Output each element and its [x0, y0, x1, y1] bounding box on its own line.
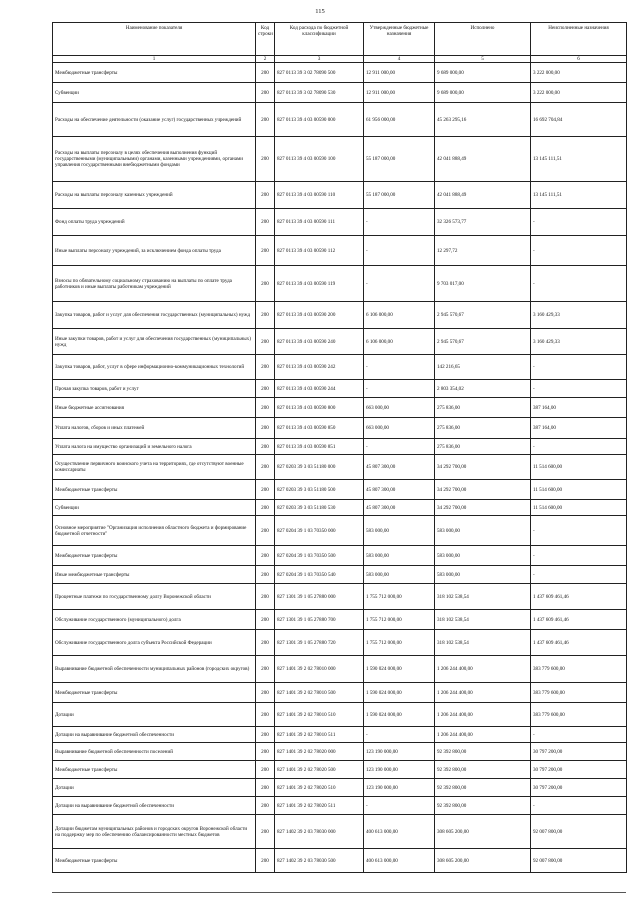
table-row — [53, 302, 627, 329]
indicator-name-cell: Межбюджетные трансферты — [53, 683, 256, 703]
executed-amount-cell: 92 392 800,00 — [435, 761, 531, 779]
column-number: 1 — [53, 56, 256, 63]
unexecuted-amount-cell: 3 160 429,33 — [531, 302, 627, 329]
executed-amount-cell: 12 297,72 — [435, 236, 531, 266]
budget-code-cell: 827 0113 39 4 03 00590 100 — [275, 137, 364, 182]
line-code-cell: 200 — [256, 797, 275, 815]
approved-amount-cell: 61 956 000,00 — [364, 103, 435, 137]
page-number: 115 — [315, 8, 325, 15]
unexecuted-amount-cell: 3 160 429,33 — [531, 329, 627, 355]
indicator-name-cell: Иные выплаты персоналу учреждений, за исключением фонда оплаты труда — [53, 236, 256, 266]
approved-amount-cell: 1 755 712 000,00 — [364, 610, 435, 630]
budget-code-cell: 827 0204 39 1 03 70350 540 — [275, 566, 364, 584]
indicator-name-cell: Дотации на выравнивание бюджетной обеспеченности — [53, 797, 256, 815]
executed-amount-cell: 583 000,00 — [435, 516, 531, 546]
unexecuted-amount-cell: 30 797 200,00 — [531, 743, 627, 761]
approved-amount-cell: - — [364, 727, 435, 743]
executed-amount-cell: 42 041 888,49 — [435, 182, 531, 209]
line-code-cell: 200 — [256, 566, 275, 584]
budget-code-cell: 827 0113 39 4 03 00590 200 — [275, 302, 364, 329]
table-row — [53, 83, 627, 103]
table-row — [53, 380, 627, 398]
unexecuted-amount-cell: 30 797 200,00 — [531, 761, 627, 779]
table-row — [53, 584, 627, 610]
budget-code-cell: 827 1301 39 1 05 27880 000 — [275, 584, 364, 610]
unexecuted-amount-cell: - — [531, 380, 627, 398]
table-row — [53, 266, 627, 302]
table-row — [53, 683, 627, 703]
table-row — [53, 480, 627, 500]
unexecuted-amount-cell: 383 779 600,00 — [531, 703, 627, 727]
indicator-name-cell: Межбюджетные трансферты — [53, 849, 256, 873]
column-number-row — [53, 56, 627, 63]
table-row — [53, 398, 627, 418]
line-code-cell: 200 — [256, 656, 275, 683]
budget-code-cell: 827 0113 39 4 03 00590 112 — [275, 236, 364, 266]
line-code-cell: 200 — [256, 455, 275, 480]
table-row — [53, 610, 627, 630]
line-code-cell: 200 — [256, 743, 275, 761]
header-line-code: Код строки — [256, 23, 275, 56]
approved-amount-cell: 663 000,00 — [364, 418, 435, 439]
executed-amount-cell: 275 836,00 — [435, 398, 531, 418]
unexecuted-amount-cell: 387 164,00 — [531, 418, 627, 439]
table-body — [53, 63, 627, 873]
executed-amount-cell: 2 803 354,02 — [435, 380, 531, 398]
table-header-row — [53, 23, 627, 56]
budget-code-cell: 827 0113 39 4 03 00590 851 — [275, 439, 364, 455]
unexecuted-amount-cell: - — [531, 516, 627, 546]
indicator-name-cell: Прочая закупка товаров, работ и услуг — [53, 380, 256, 398]
indicator-name-cell: Основное мероприятие "Организация исполнения областного бюджета и формирование бюджетной отчетности" — [53, 516, 256, 546]
approved-amount-cell: 6 106 000,00 — [364, 302, 435, 329]
table-row — [53, 182, 627, 209]
line-code-cell: 200 — [256, 266, 275, 302]
line-code-cell: 200 — [256, 209, 275, 236]
unexecuted-amount-cell: 30 797 200,00 — [531, 779, 627, 797]
approved-amount-cell: - — [364, 236, 435, 266]
budget-code-cell: 827 1402 39 2 03 78030 000 — [275, 815, 364, 849]
indicator-name-cell: Закупка товаров, работ и услуг для обеспечения государственных (муниципальных) нужд — [53, 302, 256, 329]
budget-code-cell: 827 0113 39 4 03 00590 110 — [275, 182, 364, 209]
indicator-name-cell: Субвенции — [53, 500, 256, 516]
column-number: 2 — [256, 56, 275, 63]
approved-amount-cell: 123 190 000,00 — [364, 743, 435, 761]
table-row — [53, 137, 627, 182]
line-code-cell: 200 — [256, 727, 275, 743]
approved-amount-cell: - — [364, 209, 435, 236]
header-unexecuted: Неисполненные назначения — [531, 23, 627, 56]
executed-amount-cell: 9 703 017,00 — [435, 266, 531, 302]
budget-code-cell: 827 0203 39 3 03 51180 530 — [275, 500, 364, 516]
unexecuted-amount-cell: 3 222 000,00 — [531, 83, 627, 103]
approved-amount-cell: 583 000,00 — [364, 546, 435, 566]
line-code-cell: 200 — [256, 761, 275, 779]
indicator-name-cell: Фонд оплаты труда учреждений — [53, 209, 256, 236]
approved-amount-cell: 1 755 712 000,00 — [364, 630, 435, 656]
approved-amount-cell: 123 190 000,00 — [364, 779, 435, 797]
table-row — [53, 761, 627, 779]
unexecuted-amount-cell: 387 164,00 — [531, 398, 627, 418]
table-row — [53, 103, 627, 137]
unexecuted-amount-cell: - — [531, 439, 627, 455]
executed-amount-cell: 32 326 573,77 — [435, 209, 531, 236]
executed-amount-cell: 45 263 295,16 — [435, 103, 531, 137]
unexecuted-amount-cell: 11 514 600,00 — [531, 500, 627, 516]
table-row — [53, 355, 627, 380]
budget-code-cell: 827 1401 39 2 02 78020 000 — [275, 743, 364, 761]
executed-amount-cell: 318 102 538,54 — [435, 630, 531, 656]
executed-amount-cell: 34 292 700,00 — [435, 480, 531, 500]
unexecuted-amount-cell: - — [531, 209, 627, 236]
unexecuted-amount-cell: 16 692 704,84 — [531, 103, 627, 137]
line-code-cell: 200 — [256, 500, 275, 516]
unexecuted-amount-cell: - — [531, 727, 627, 743]
approved-amount-cell: 1 590 024 000,00 — [364, 656, 435, 683]
budget-code-cell: 827 1301 39 1 05 27880 720 — [275, 630, 364, 656]
line-code-cell: 200 — [256, 380, 275, 398]
executed-amount-cell: 318 102 538,54 — [435, 584, 531, 610]
line-code-cell: 200 — [256, 849, 275, 873]
executed-amount-cell: 9 689 000,00 — [435, 63, 531, 83]
approved-amount-cell: 583 000,00 — [364, 566, 435, 584]
unexecuted-amount-cell: 11 514 600,00 — [531, 480, 627, 500]
indicator-name-cell: Межбюджетные трансферты — [53, 63, 256, 83]
budget-code-cell: 827 1401 39 2 02 78010 000 — [275, 656, 364, 683]
unexecuted-amount-cell: 92 007 800,00 — [531, 815, 627, 849]
indicator-name-cell: Выравнивание бюджетной обеспеченности муниципальных районов (городских округов) — [53, 656, 256, 683]
line-code-cell: 200 — [256, 516, 275, 546]
line-code-cell: 200 — [256, 703, 275, 727]
approved-amount-cell: 1 590 024 000,00 — [364, 703, 435, 727]
approved-amount-cell: - — [364, 380, 435, 398]
unexecuted-amount-cell: - — [531, 236, 627, 266]
line-code-cell: 200 — [256, 236, 275, 266]
unexecuted-amount-cell: - — [531, 546, 627, 566]
executed-amount-cell: 2 945 570,67 — [435, 329, 531, 355]
indicator-name-cell: Иные бюджетные ассигнования — [53, 398, 256, 418]
header-budget-code: Код расхода по бюджетной классификации — [275, 23, 364, 56]
line-code-cell: 200 — [256, 584, 275, 610]
table-row — [53, 455, 627, 480]
indicator-name-cell: Дотации — [53, 703, 256, 727]
approved-amount-cell: 6 106 000,00 — [364, 329, 435, 355]
line-code-cell: 200 — [256, 418, 275, 439]
table-row — [53, 236, 627, 266]
line-code-cell: 200 — [256, 779, 275, 797]
executed-amount-cell: 275 836,00 — [435, 418, 531, 439]
approved-amount-cell: - — [364, 355, 435, 380]
indicator-name-cell: Выравнивание бюджетной обеспеченности поселений — [53, 743, 256, 761]
approved-amount-cell: 45 807 300,00 — [364, 480, 435, 500]
indicator-name-cell: Субвенции — [53, 83, 256, 103]
approved-amount-cell: 1 755 712 000,00 — [364, 584, 435, 610]
approved-amount-cell: 55 187 000,00 — [364, 137, 435, 182]
unexecuted-amount-cell: 1 437 609 461,46 — [531, 610, 627, 630]
approved-amount-cell: 12 911 000,00 — [364, 83, 435, 103]
budget-code-cell: 827 0113 39 4 03 00590 111 — [275, 209, 364, 236]
budget-code-cell: 827 0113 39 4 03 00590 000 — [275, 103, 364, 137]
indicator-name-cell: Взносы по обязательному социальному страхованию на выплаты по оплате труда работников и иные выплаты работникам учреждений — [53, 266, 256, 302]
table-row — [53, 439, 627, 455]
indicator-name-cell: Дотации бюджетам муниципальных районов и городских округов Воронежской области на поддержку мер по обеспечению сбалансированности местных бюджетов — [53, 815, 256, 849]
unexecuted-amount-cell: - — [531, 266, 627, 302]
executed-amount-cell: 583 000,00 — [435, 566, 531, 584]
approved-amount-cell: - — [364, 797, 435, 815]
indicator-name-cell: Уплата налогов, сборов и иных платежей — [53, 418, 256, 439]
budget-code-cell: 827 1301 39 1 05 27880 700 — [275, 610, 364, 630]
executed-amount-cell: 308 605 200,00 — [435, 849, 531, 873]
budget-code-cell: 827 0113 39 4 03 00590 242 — [275, 355, 364, 380]
line-code-cell: 200 — [256, 137, 275, 182]
unexecuted-amount-cell: 1 437 609 461,46 — [531, 630, 627, 656]
budget-code-cell: 827 1401 39 2 02 78010 510 — [275, 703, 364, 727]
column-number: 6 — [531, 56, 627, 63]
budget-code-cell: 827 0113 39 4 03 00590 119 — [275, 266, 364, 302]
executed-amount-cell: 583 000,00 — [435, 546, 531, 566]
approved-amount-cell: 400 613 000,00 — [364, 815, 435, 849]
table-row — [53, 630, 627, 656]
approved-amount-cell: 663 000,00 — [364, 398, 435, 418]
unexecuted-amount-cell: 92 007 800,00 — [531, 849, 627, 873]
executed-amount-cell: 92 392 800,00 — [435, 779, 531, 797]
header-name: Наименование показателя — [53, 23, 256, 56]
indicator-name-cell: Межбюджетные трансферты — [53, 480, 256, 500]
indicator-name-cell: Дотации — [53, 779, 256, 797]
executed-amount-cell: 1 206 244 400,00 — [435, 683, 531, 703]
table-row — [53, 63, 627, 83]
budget-code-cell: 827 0113 39 4 03 00590 800 — [275, 398, 364, 418]
budget-code-cell: 827 0203 39 3 03 51180 500 — [275, 480, 364, 500]
table-row — [53, 703, 627, 727]
budget-code-cell: 827 0204 39 1 03 70350 500 — [275, 546, 364, 566]
line-code-cell: 200 — [256, 182, 275, 209]
executed-amount-cell: 9 689 000,00 — [435, 83, 531, 103]
indicator-name-cell: Дотации на выравнивание бюджетной обеспеченности — [53, 727, 256, 743]
budget-code-cell: 827 1402 39 2 03 78030 500 — [275, 849, 364, 873]
approved-amount-cell: 45 807 300,00 — [364, 455, 435, 480]
executed-amount-cell: 275 836,00 — [435, 439, 531, 455]
indicator-name-cell: Уплата налога на имущество организаций и земельного налога — [53, 439, 256, 455]
table-row — [53, 566, 627, 584]
budget-code-cell: 827 0113 39 4 03 00590 850 — [275, 418, 364, 439]
line-code-cell: 200 — [256, 683, 275, 703]
indicator-name-cell: Расходы на обеспечение деятельности (оказание услуг) государственных учреждений — [53, 103, 256, 137]
executed-amount-cell: 92 392 800,00 — [435, 743, 531, 761]
executed-amount-cell: 318 102 538,54 — [435, 610, 531, 630]
approved-amount-cell: 583 000,00 — [364, 516, 435, 546]
table-row — [53, 656, 627, 683]
line-code-cell: 200 — [256, 815, 275, 849]
executed-amount-cell: 1 206 244 400,00 — [435, 703, 531, 727]
column-number: 5 — [435, 56, 531, 63]
budget-code-cell: 827 0113 39 3 02 78090 530 — [275, 83, 364, 103]
line-code-cell: 200 — [256, 83, 275, 103]
line-code-cell: 200 — [256, 355, 275, 380]
table-row — [53, 500, 627, 516]
line-code-cell: 200 — [256, 630, 275, 656]
table-row — [53, 727, 627, 743]
unexecuted-amount-cell: 1 437 609 461,46 — [531, 584, 627, 610]
budget-code-cell: 827 1401 39 2 02 78010 511 — [275, 727, 364, 743]
approved-amount-cell: - — [364, 439, 435, 455]
indicator-name-cell: Осуществление первичного воинского учета на территориях, где отсутствуют военные комиссариаты — [53, 455, 256, 480]
budget-code-cell: 827 0113 39 4 03 00590 244 — [275, 380, 364, 398]
indicator-name-cell: Обслуживание государственного (муниципального) долга — [53, 610, 256, 630]
header-approved: Утвержденные бюджетные назначения — [364, 23, 435, 56]
table-row — [53, 546, 627, 566]
line-code-cell: 200 — [256, 103, 275, 137]
indicator-name-cell: Иные закупки товаров, работ и услуг для обеспечения государственных (муниципальных) нужд — [53, 329, 256, 355]
indicator-name-cell: Межбюджетные трансферты — [53, 761, 256, 779]
header-executed: Исполнено — [435, 23, 531, 56]
executed-amount-cell: 34 292 700,00 — [435, 455, 531, 480]
indicator-name-cell: Закупка товаров, работ, услуг в сфере информационно-коммуникационных технологий — [53, 355, 256, 380]
table-row — [53, 797, 627, 815]
indicator-name-cell: Расходы на выплаты персоналу казенных учреждений — [53, 182, 256, 209]
unexecuted-amount-cell: 383 779 600,00 — [531, 683, 627, 703]
unexecuted-amount-cell: 383 779 600,00 — [531, 656, 627, 683]
executed-amount-cell: 1 206 244 400,00 — [435, 727, 531, 743]
indicator-name-cell: Межбюджетные трансферты — [53, 546, 256, 566]
unexecuted-amount-cell: 3 222 000,00 — [531, 63, 627, 83]
indicator-name-cell: Расходы на выплаты персоналу в целях обеспечения выполнения функций государственными (муниципальными) органами, казенными учреждениями, органами управления государственными внебюджетными фондами — [53, 137, 256, 182]
unexecuted-amount-cell: 13 145 111,51 — [531, 137, 627, 182]
approved-amount-cell: 123 190 000,00 — [364, 761, 435, 779]
budget-code-cell: 827 0204 39 1 03 70350 000 — [275, 516, 364, 546]
indicator-name-cell: Иные межбюджетные трансферты — [53, 566, 256, 584]
unexecuted-amount-cell: 13 145 111,51 — [531, 182, 627, 209]
executed-amount-cell: 42 041 888,49 — [435, 137, 531, 182]
table-row — [53, 418, 627, 439]
executed-amount-cell: 1 206 244 400,00 — [435, 656, 531, 683]
line-code-cell: 200 — [256, 329, 275, 355]
budget-code-cell: 827 1401 39 2 02 78020 500 — [275, 761, 364, 779]
line-code-cell: 200 — [256, 302, 275, 329]
budget-code-cell: 827 0203 39 3 03 51180 000 — [275, 455, 364, 480]
indicator-name-cell: Обслуживание государственного долга субъекта Российской Федерации — [53, 630, 256, 656]
unexecuted-amount-cell: - — [531, 797, 627, 815]
indicator-name-cell: Процентные платежи по государственному долгу Воронежской области — [53, 584, 256, 610]
line-code-cell: 200 — [256, 439, 275, 455]
executed-amount-cell: 142 216,65 — [435, 355, 531, 380]
table-row — [53, 516, 627, 546]
line-code-cell: 200 — [256, 480, 275, 500]
table-row — [53, 815, 627, 849]
column-number: 4 — [364, 56, 435, 63]
budget-code-cell: 827 1401 39 2 02 78020 511 — [275, 797, 364, 815]
budget-code-cell: 827 0113 39 4 03 00590 240 — [275, 329, 364, 355]
unexecuted-amount-cell: 11 514 600,00 — [531, 455, 627, 480]
approved-amount-cell: 1 590 024 000,00 — [364, 683, 435, 703]
approved-amount-cell: 12 911 000,00 — [364, 63, 435, 83]
table-row — [53, 329, 627, 355]
budget-execution-table — [52, 22, 627, 873]
line-code-cell: 200 — [256, 63, 275, 83]
budget-code-cell: 827 1401 39 2 02 78020 510 — [275, 779, 364, 797]
budget-code-cell: 827 0113 39 3 02 78090 500 — [275, 63, 364, 83]
line-code-cell: 200 — [256, 546, 275, 566]
approved-amount-cell: 400 613 000,00 — [364, 849, 435, 873]
approved-amount-cell: 55 187 000,00 — [364, 182, 435, 209]
unexecuted-amount-cell: - — [531, 355, 627, 380]
budget-code-cell: 827 1401 39 2 02 78010 500 — [275, 683, 364, 703]
executed-amount-cell: 34 292 700,00 — [435, 500, 531, 516]
table-row — [53, 779, 627, 797]
executed-amount-cell: 2 945 570,67 — [435, 302, 531, 329]
column-number: 3 — [275, 56, 364, 63]
approved-amount-cell: 45 807 300,00 — [364, 500, 435, 516]
table-row — [53, 209, 627, 236]
approved-amount-cell: - — [364, 266, 435, 302]
line-code-cell: 200 — [256, 398, 275, 418]
executed-amount-cell: 92 392 800,00 — [435, 797, 531, 815]
bottom-rule — [52, 892, 626, 893]
table-row — [53, 743, 627, 761]
table-row — [53, 849, 627, 873]
line-code-cell: 200 — [256, 610, 275, 630]
unexecuted-amount-cell: - — [531, 566, 627, 584]
executed-amount-cell: 308 605 200,00 — [435, 815, 531, 849]
